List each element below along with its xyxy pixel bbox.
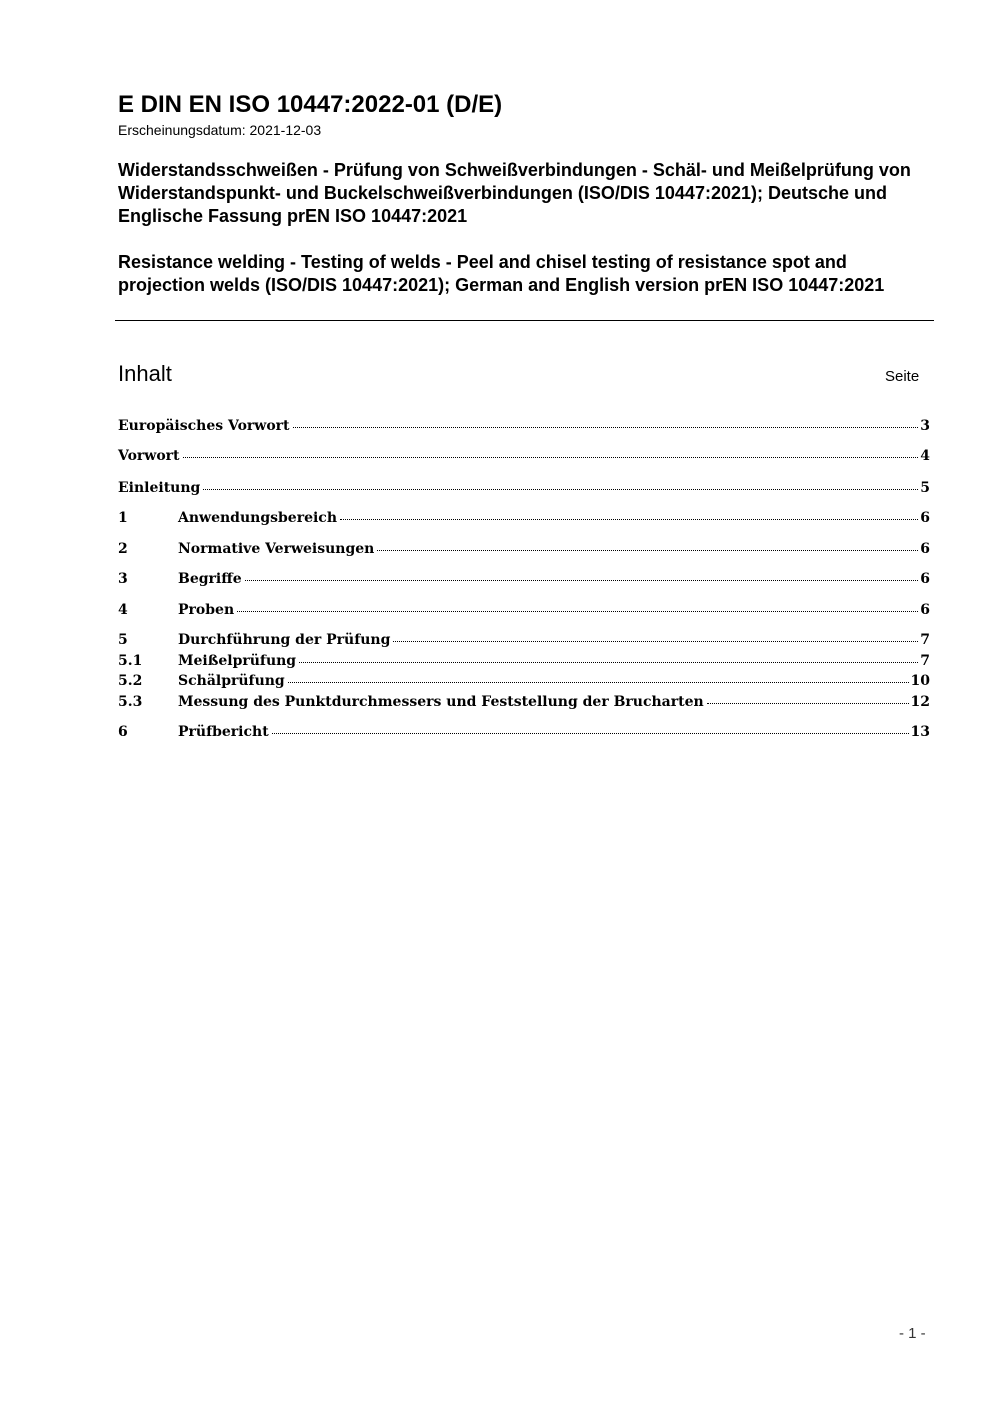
toc-entry-title: Meißelprüfung <box>178 653 297 669</box>
toc-entry-title: Messung des Punktdurchmessers und Feststellung der Brucharten <box>178 694 704 710</box>
toc-entry-number: 3 <box>118 571 128 587</box>
document-number-title: E DIN EN ISO 10447:2022-01 (D/E) <box>118 91 503 118</box>
toc-leader-dots <box>245 580 919 581</box>
toc-entry-durchfuehrung[interactable] <box>118 630 930 650</box>
page-number: - 1 - <box>899 1325 926 1342</box>
toc-entry-normative-verweisungen[interactable] <box>118 539 930 559</box>
toc-entry-title: Prüfbericht <box>178 724 269 740</box>
header-divider <box>115 320 934 321</box>
toc-entry-page: 6 <box>920 571 930 587</box>
toc-entry-number: 5.1 <box>118 653 143 669</box>
toc-entry-number: 5 <box>118 632 128 648</box>
toc-leader-dots <box>393 641 918 642</box>
toc-leader-dots <box>237 611 918 612</box>
toc-leader-dots <box>288 682 909 683</box>
toc-entry-schaelpruefung[interactable] <box>118 671 930 691</box>
toc-entry-title: Normative Verweisungen <box>178 541 375 557</box>
toc-leader-dots <box>293 427 919 428</box>
toc-entry-title: Proben <box>178 602 235 618</box>
toc-entry-page: 4 <box>920 448 930 464</box>
toc-leader-dots <box>299 662 918 663</box>
toc-entry-title: Einleitung <box>118 480 201 496</box>
toc-leader-dots <box>707 703 909 704</box>
title-english: Resistance welding - Testing of welds - Peel and chisel testing of resistance spot and projection welds (ISO/DIS 10447:2021); German and English version prEN ISO 10447:2021 <box>118 252 885 295</box>
toc-entry-proben[interactable] <box>118 600 930 620</box>
toc-entry-title: Vorwort <box>118 448 180 464</box>
toc-entry-title: Anwendungsbereich <box>178 510 337 526</box>
toc-entry-title: Begriffe <box>178 571 242 587</box>
toc-entry-number: 4 <box>118 602 128 618</box>
toc-entry-begriffe[interactable] <box>118 569 930 589</box>
toc-entry-page: 6 <box>920 602 930 618</box>
toc-entry-title: Schälprüfung <box>178 673 285 689</box>
toc-entry-number: 5.3 <box>118 694 143 710</box>
toc-entry-pruefbericht[interactable] <box>118 722 930 742</box>
toc-entry-page: 12 <box>910 694 930 710</box>
toc-entry-page: 6 <box>920 510 930 526</box>
toc-entry-anwendungsbereich[interactable] <box>118 508 930 528</box>
toc-leader-dots <box>340 519 918 520</box>
toc-entry-meisselpruefung[interactable] <box>118 651 930 671</box>
toc-entry-vorwort[interactable] <box>118 446 930 466</box>
toc-leader-dots <box>183 457 919 458</box>
toc-leader-dots <box>272 733 909 734</box>
toc-leader-dots <box>377 550 918 551</box>
toc-entry-page: 5 <box>920 480 930 496</box>
toc-entry-number: 1 <box>118 510 128 526</box>
toc-leader-dots <box>203 489 918 490</box>
toc-entry-page: 10 <box>910 673 930 689</box>
toc-entry-page: 13 <box>910 724 930 740</box>
toc-entry-page: 7 <box>920 653 930 669</box>
toc-entry-punktdurchmesser[interactable] <box>118 692 930 712</box>
toc-entry-title: Europäisches Vorwort <box>118 418 290 434</box>
toc-heading: Inhalt <box>118 361 172 386</box>
toc-entry-number: 2 <box>118 541 128 557</box>
toc-page-column-label: Seite <box>885 368 920 385</box>
toc-entry-europaeisches-vorwort[interactable] <box>118 416 930 436</box>
toc-entry-title: Durchführung der Prüfung <box>178 632 391 648</box>
toc-entry-page: 7 <box>920 632 930 648</box>
toc-entry-page: 6 <box>920 541 930 557</box>
publication-date: Erscheinungsdatum: 2021-12-03 <box>118 122 322 138</box>
title-german: Widerstandsschweißen - Prüfung von Schweißverbindungen - Schäl- und Meißelprüfung von Widerstandspunkt- und Buckelschweißverbindungen (ISO/DIS 10447:2021); Deutsche und Englische Fassung prEN ISO 10447:2021 <box>118 160 911 226</box>
toc-entry-einleitung[interactable] <box>118 478 930 498</box>
toc-entry-page: 3 <box>920 418 930 434</box>
toc-entry-number: 5.2 <box>118 673 143 689</box>
toc-entry-number: 6 <box>118 724 128 740</box>
